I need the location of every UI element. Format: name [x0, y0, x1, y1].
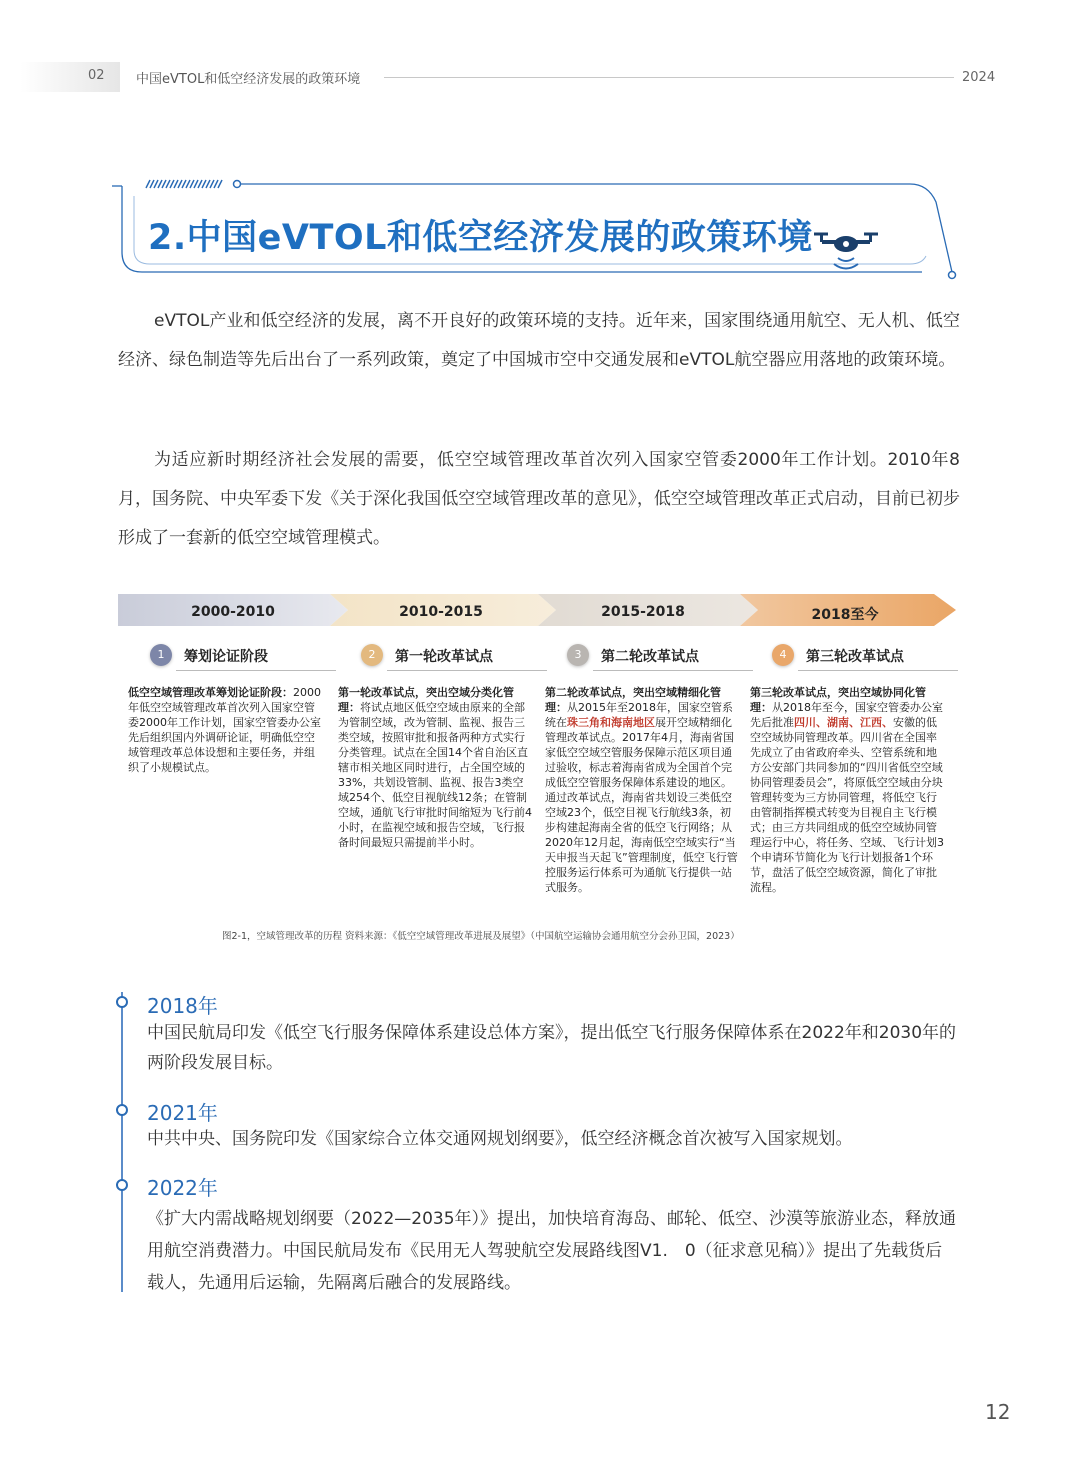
timeline-text-2021: 中共中央、国务院印发《国家综合立体交通网规划纲要》，低空经济概念首次被写入国家规划。: [147, 1129, 853, 1149]
stage-title: 第一轮改革试点: [395, 649, 493, 665]
figure-caption: 图2-1，空域管理改革的历程 资料来源：《低空空域管理改革进展及展望》（中国航空运输协会通用航空分会孙卫国，2023）: [222, 931, 740, 942]
section-title: 2.中国eVTOL和低空经济发展的政策环境: [148, 218, 813, 258]
stage-underline: [593, 670, 753, 671]
description-body: 从2015年至2018年，国家空管系统在: [545, 701, 733, 729]
stage-number-badge: 1: [150, 644, 172, 666]
stage-title: 第三轮改革试点: [806, 649, 904, 665]
drone-icon: [810, 224, 882, 280]
timeline-year-2022: 2022年: [147, 1176, 218, 1200]
stage-4-description: [750, 685, 946, 895]
description-lead: 低空空域管理改革筹划论证阶段：: [128, 686, 293, 699]
description-lead: 第一轮改革试点，突出空域分类化管理：: [338, 686, 514, 714]
timeline-node: [116, 1104, 128, 1116]
stage-1-description: [128, 685, 324, 775]
stage-title: 第二轮改革试点: [601, 649, 699, 665]
description-lead: 第二轮改革试点，突出空域精细化管理：: [545, 686, 721, 714]
header-gradient: [20, 62, 120, 92]
stage-title: 筹划论证阶段: [184, 649, 268, 665]
reform-timeline-figure: [118, 592, 960, 942]
description-body: 将试点地区低空空域由原来的全部为管制空域，改为管制、监视、报告三类空域，按照审批和报备两种方式实行分类管理。试点在全国14个省自治区直辖市相关地区同时进行，占全国空域的33%，共划设管制、监视、报告3类空域254个、低空目视航线12条；在管制空域，通航飞行审批时间缩短为飞行前4小时，在监视空域和报告空域，飞行报备时间最短只需提前半小时。: [338, 701, 532, 849]
header-year: 2024: [962, 70, 996, 85]
description-highlight: 四川、湖南、江西、: [794, 716, 893, 729]
header-title: 中国eVTOL和低空经济发展的政策环境: [136, 72, 361, 87]
stage-underline: [176, 670, 336, 671]
timeline-node: [116, 1179, 128, 1191]
page-number: 12: [985, 1400, 1011, 1424]
description-highlight: 珠三角和海南地区: [567, 716, 655, 729]
phase-label-4: 2018至今: [811, 607, 879, 623]
description-body: 从2018年至今，国家空管委办公室先后批准: [750, 701, 943, 729]
description-body: 2000年低空空域管理改革首次列入国家空管委2000年工作计划，国家空管委办公室先后组织国内外调研论证，明确低空空域管理改革总体设想和主要任务，并组织了小规模试点。: [128, 686, 321, 774]
header-divider: [384, 77, 954, 78]
intro-paragraph: eVTOL产业和低空经济的发展，离不开良好的政策环境的支持。近年来，国家围绕通用航空、无人机、低空经济、绿色制造等先后出台了一系列政策，奠定了中国城市空中交通发展和eVTOL航空器应用落地的政策环境。: [118, 311, 960, 370]
reform-paragraph: 为适应新时期经济社会发展的需要，低空空域管理改革首次列入国家空管委2000年工作计划。2010年8月，国务院、中央军委下发《关于深化我国低空空域管理改革的意见》，低空空域管理改革正式启动，目前已初步形成了一套新的低空空域管理模式。: [118, 450, 960, 548]
stage-number-badge: 3: [567, 644, 589, 666]
stage-underline: [798, 670, 958, 671]
stage-number-badge: 4: [772, 644, 794, 666]
timeline-text-2022: 《扩大内需战略规划纲要（2022—2035年）》提出，加快培育海岛、邮轮、低空、沙漠等旅游业态，释放通用航空消费潜力。中国民航局发布《民用无人驾驶航空发展路线图V1. 0（征求意见稿）》提出了先载货后载人，先通用后运输，先隔离后融合的发展路线。: [147, 1209, 957, 1293]
timeline-node: [116, 996, 128, 1008]
stage-number-badge: 2: [361, 644, 383, 666]
description-body-cont: 安徽的低空空域协同管理改革。四川省在全国率先成立了由省政府牵头、空管系统和地方公安部门共同参加的“四川省低空空域协同管理委员会”，将原低空空域由分块管理转变为三方协同管理，将低空飞行由管制指挥模式转变为目视自主飞行模式；由三方共同组成的低空空域协同管理运行中心，将任务、空域、飞行计划3个申请环节简化为飞行计划报备1个环节，盘活了低空空域资源，简化了审批流程。: [750, 716, 944, 894]
phase-label-3: 2015-2018: [601, 604, 685, 620]
stage-2-description: [338, 685, 534, 850]
description-lead: 第三轮改革试点，突出空域协同化管理：: [750, 686, 926, 714]
timeline-year-2021: 2021年: [147, 1101, 218, 1125]
stage-underline: [387, 670, 547, 671]
phase-label-1: 2000-2010: [191, 604, 275, 620]
description-body-cont: 展开空域精细化管理改革试点。2017年4月，海南省国家低空空域空管服务保障示范区项目通过验收，标志着海南省成为全国首个完成低空空管服务保障体系建设的地区。通过改革试点，海南省共划设三类低空空域23个，低空目视飞行航线3条，初步构建起海南全省的低空飞行网络；从2020年12月起，海南低空空域实行“当天申报当天起飞”管理制度，低空飞行管控服务运行体系可为通航飞行提供一站式服务。: [545, 716, 738, 894]
timeline-year-2018: 2018年: [147, 994, 218, 1018]
timeline-line: [121, 992, 123, 1292]
phase-label-2: 2010-2015: [399, 604, 483, 620]
stage-3-description: [545, 685, 741, 895]
timeline-text-2018: 中国民航局印发《低空飞行服务保障体系建设总体方案》，提出低空飞行服务保障体系在2022年和2030年的两阶段发展目标。: [147, 1023, 957, 1073]
header-section-number: 02: [88, 68, 105, 83]
